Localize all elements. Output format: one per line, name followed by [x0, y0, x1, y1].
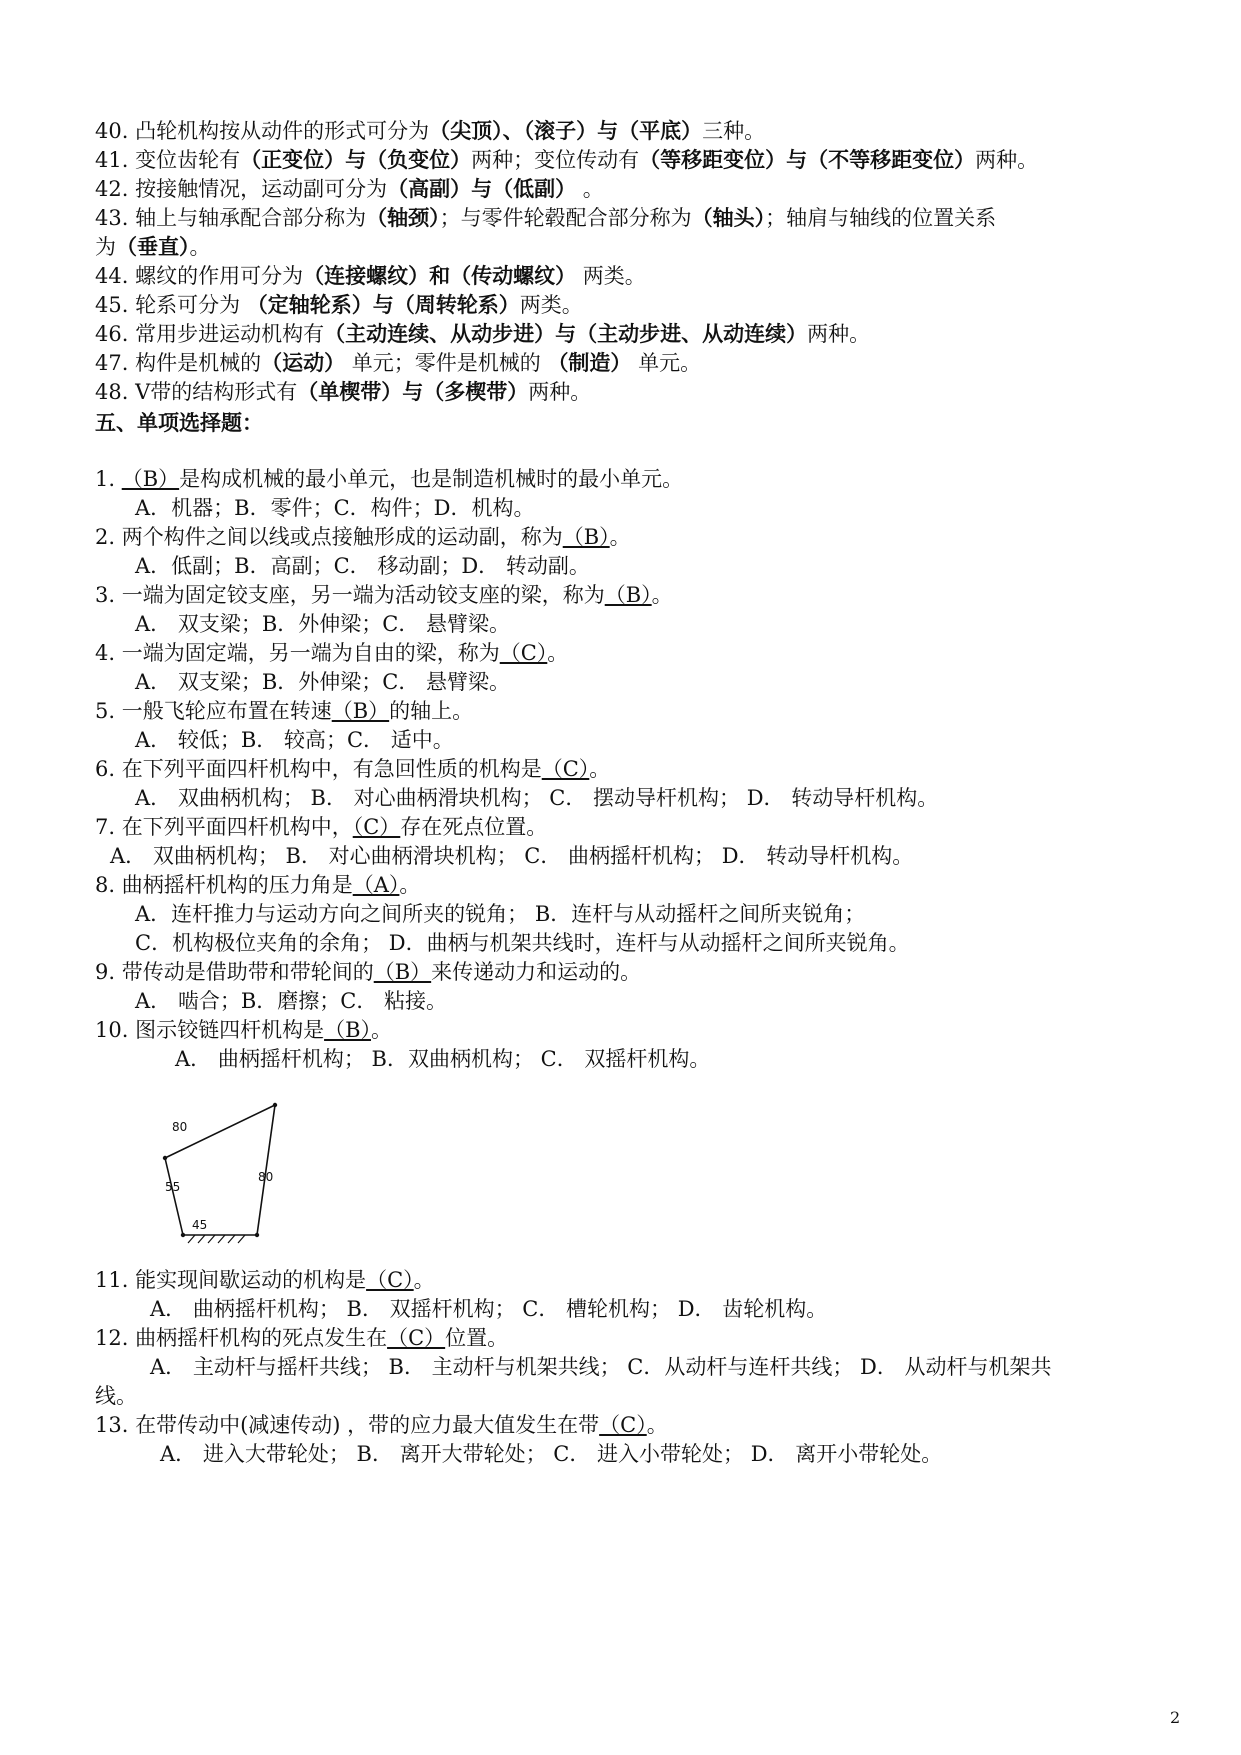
question-line-m4o [135, 669, 510, 695]
answer-choice: （C） [387, 1326, 446, 1350]
question-line-q41 [95, 147, 1038, 173]
question-line-m6 [95, 756, 610, 782]
label-follower-length: 80 [258, 1170, 274, 1184]
joint [255, 1233, 259, 1237]
question-text: 45. 轮系可分为 [95, 293, 247, 317]
question-text: 。 [399, 873, 421, 897]
question-line-m10o [175, 1046, 710, 1072]
answer-text: （高副）与（低副） [387, 176, 577, 201]
question-text: 三种。 [702, 119, 766, 143]
question-text: A． 双支梁；B．外伸梁；C． 悬臂梁。 [135, 612, 511, 636]
question-line-m2 [95, 524, 631, 550]
question-line-q46 [95, 321, 870, 347]
answer-choice: （B） [331, 699, 390, 723]
answer-text: （等移距变位）与（不等移距变位） [639, 147, 976, 172]
answer-choice: （B） [121, 467, 180, 491]
answer-text: （制造） [547, 350, 632, 375]
joint [181, 1233, 185, 1237]
question-text: 40. 凸轮机构按从动件的形式可分为 [95, 119, 430, 143]
label-frame-length: 45 [192, 1218, 208, 1232]
question-line-q43a [95, 205, 996, 231]
question-line-m7 [95, 814, 547, 840]
question-text: 存在死点位置。 [400, 815, 548, 839]
question-text: 43. 轴上与轴承配合部分称为 [95, 206, 367, 230]
answer-choice: （C） [599, 1413, 647, 1437]
question-text: 48. V带的结构形式有 [95, 380, 298, 404]
question-text: C．机构极位夹角的余角； D．曲柄与机架共线时，连杆与从动摇杆之间所夹锐角。 [135, 931, 910, 955]
question-line-m12c [95, 1383, 137, 1409]
question-text: A． 啮合；B．磨擦；C． 粘接。 [135, 989, 448, 1013]
question-text: 位置。 [445, 1326, 509, 1350]
question-text: 1. [95, 467, 122, 491]
question-text: 线。 [95, 1384, 137, 1408]
question-text: A． 主动杆与摇杆共线； B． 主动杆与机架共线； C．从动杆与连杆共线； D． 从动杆与机架共 [150, 1355, 1052, 1379]
question-line-m3o [135, 611, 510, 637]
question-line-m13 [95, 1412, 668, 1438]
question-line-m1 [95, 466, 683, 492]
question-line-m8o1 [135, 901, 865, 927]
question-line-m4 [95, 640, 568, 666]
question-text: 9. 带传动是借助带和带轮间的 [95, 960, 374, 984]
question-text: 单元。 [631, 351, 702, 375]
question-text: 两类。 [519, 293, 583, 317]
answer-text: （轴头） [691, 205, 766, 230]
question-text: A． 曲柄摇杆机构； B． 双摇杆机构； C． 槽轮机构； D． 齿轮机构。 [150, 1297, 828, 1321]
question-line-m5 [95, 698, 473, 724]
question-text: ；轴肩与轴线的位置关系 [765, 206, 997, 230]
answer-choice: （B） [562, 525, 610, 549]
question-line-m3 [95, 582, 673, 608]
question-text: 两种。 [975, 148, 1039, 172]
answer-choice: （C） [541, 757, 590, 781]
question-line-m5o [135, 727, 454, 753]
question-text: 两类。 [576, 264, 646, 288]
label-crank-length: 55 [165, 1180, 181, 1194]
question-text: 41. 变位齿轮有 [95, 148, 241, 172]
section-title: 五、单项选择题： [95, 410, 263, 435]
question-text: 单元；零件是机械的 [345, 351, 548, 375]
joint [163, 1156, 167, 1160]
question-line-q43b [95, 234, 211, 260]
question-line-m10 [95, 1017, 392, 1043]
question-line-m13o [160, 1441, 942, 1467]
question-line-q48 [95, 379, 591, 405]
question-text: 42. 按接触情况，运动副可分为 [95, 177, 388, 201]
question-line-m8 [95, 872, 420, 898]
question-line-m11 [95, 1267, 435, 1293]
question-line-m12 [95, 1325, 508, 1351]
question-text: 两种。 [528, 380, 592, 404]
question-line-q40 [95, 118, 765, 144]
page-number: 2 [1170, 1708, 1181, 1727]
question-line-m11o [150, 1296, 827, 1322]
answer-choice: （B） [604, 583, 652, 607]
answer-text: （单楔带）与（多楔带） [297, 379, 529, 404]
answer-choice: （B） [373, 960, 432, 984]
question-text: 两种；变位传动有 [471, 148, 640, 172]
question-line-m9o [135, 988, 447, 1014]
question-text: 7. 在下列平面四杆机构中， [95, 815, 353, 839]
question-line-q44 [95, 263, 646, 289]
question-text: 6. 在下列平面四杆机构中，有急回性质的机构是 [95, 757, 542, 781]
question-line-m7o [110, 843, 913, 869]
question-text: 10. 图示铰链四杆机构是 [95, 1018, 325, 1042]
question-line-m9 [95, 959, 641, 985]
answer-choice: （C） [499, 641, 548, 665]
four-bar-linkage-figure [150, 1095, 320, 1260]
question-line-m2o [135, 553, 590, 579]
question-text: A．低副；B．高副；C． 移动副；D． 转动副。 [135, 554, 590, 578]
question-text: 。 [371, 1018, 393, 1042]
question-text: A． 双曲柄机构； B． 对心曲柄滑块机构； C． 摆动导杆机构； D． 转动导杆机构。 [135, 786, 939, 810]
question-text: 13. 在带传动中(减速传动) ，带的应力最大值发生在带 [95, 1413, 600, 1437]
question-line-m6o [135, 785, 938, 811]
question-text: 11. 能实现间歇运动的机构是 [95, 1268, 367, 1292]
question-text: A．机器；B．零件；C．构件；D．机构。 [135, 496, 535, 520]
answer-text: （运动） [261, 350, 346, 375]
answer-text: （正变位）与（负变位） [240, 147, 472, 172]
answer-choice: （A） [352, 873, 400, 897]
question-line-q47 [95, 350, 701, 376]
question-text: 。 [646, 1413, 668, 1437]
question-text: A． 双支梁；B．外伸梁；C． 悬臂梁。 [135, 670, 511, 694]
question-text: 8. 曲柄摇杆机构的压力角是 [95, 873, 353, 897]
linkage-crank [165, 1158, 183, 1235]
answer-text: （连接螺纹）和（传动螺纹） [303, 263, 577, 288]
joint [273, 1103, 277, 1107]
answer-choice: （B） [324, 1018, 372, 1042]
question-line-q45 [95, 292, 583, 318]
answer-text: （垂直） [116, 234, 190, 259]
question-line-m1o [135, 495, 535, 521]
answer-text: （主动连续、从动步进）与（主动步进、从动连续） [324, 321, 808, 346]
label-coupler-length: 80 [172, 1120, 188, 1134]
question-text: 。 [576, 177, 604, 201]
answer-text: （轴颈） [366, 205, 440, 230]
question-text: 。 [413, 1268, 435, 1292]
question-text: ；与零件轮毂配合部分称为 [439, 206, 692, 230]
question-line-q42 [95, 176, 604, 202]
question-text: 。 [651, 583, 673, 607]
question-text: A． 曲柄摇杆机构； B．双曲柄机构； C． 双摇杆机构。 [175, 1047, 711, 1071]
question-text: 是构成机械的最小单元，也是制造机械时的最小单元。 [179, 467, 684, 491]
question-text: 为 [95, 235, 116, 259]
question-text: 12. 曲柄摇杆机构的死点发生在 [95, 1326, 388, 1350]
question-line-m8o2 [135, 930, 910, 956]
question-text: A．连杆推力与运动方向之间所夹的锐角； B．连杆与从动摇杆之间所夹锐角； [135, 902, 866, 926]
answer-choice: （C） [366, 1268, 414, 1292]
answer-choice: （C） [352, 815, 401, 839]
question-text: 。 [189, 235, 211, 259]
question-text: 2. 两个构件之间以线或点接触形成的运动副，称为 [95, 525, 563, 549]
question-text: 两种。 [807, 322, 871, 346]
question-text: A． 进入大带轮处； B． 离开大带轮处； C． 进入小带轮处； D． 离开小带轮处。 [160, 1442, 943, 1466]
ground-hatch [188, 1235, 245, 1243]
question-text: 。 [589, 757, 611, 781]
question-text: 46. 常用步进运动机构有 [95, 322, 325, 346]
question-text: 3. 一端为固定铰支座，另一端为活动铰支座的梁，称为 [95, 583, 605, 607]
question-line-m12o [150, 1354, 1052, 1380]
question-text: A． 双曲柄机构； B． 对心曲柄滑块机构； C． 曲柄摇杆机构； D． 转动导杆机构。 [110, 844, 914, 868]
question-text: 47. 构件是机械的 [95, 351, 262, 375]
question-text: 4. 一端为固定端，另一端为自由的梁，称为 [95, 641, 500, 665]
question-text: 。 [609, 525, 631, 549]
question-text: 的轴上。 [389, 699, 474, 723]
question-text: 44. 螺纹的作用可分为 [95, 264, 304, 288]
question-text: A． 较低；B． 较高；C． 适中。 [135, 728, 454, 752]
answer-text: （尖顶）、（滚子）与（平底） [429, 118, 703, 143]
question-text: 。 [547, 641, 569, 665]
answer-text: （定轴轮系）与（周转轮系） [246, 292, 520, 317]
question-text: 来传递动力和运动的。 [431, 960, 642, 984]
question-text: 5. 一般飞轮应布置在转速 [95, 699, 332, 723]
